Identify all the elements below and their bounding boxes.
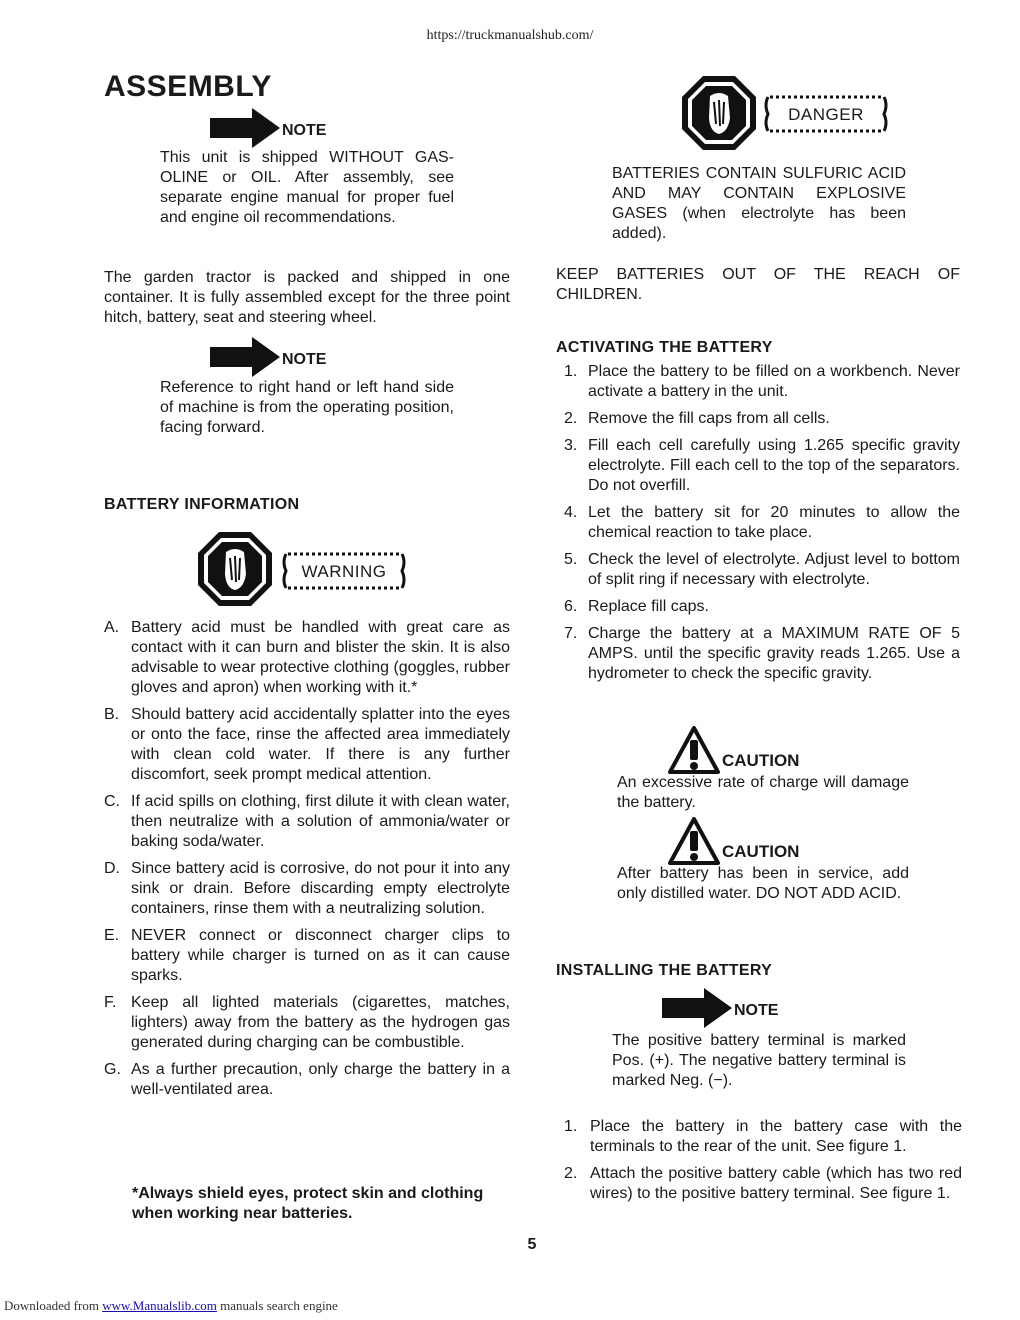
- warning-badge: [280, 550, 408, 592]
- footer-suffix: manuals search engine: [220, 1298, 338, 1313]
- caution-label: CAUTION: [722, 751, 800, 770]
- manualslib-link[interactable]: www.Manualslib.com: [102, 1298, 217, 1313]
- note-label: NOTE: [282, 121, 327, 139]
- list-item: G. As a further precaution, only charge the battery in a well-ventilated area.: [104, 1061, 510, 1098]
- arrow-right-icon: [662, 988, 732, 1033]
- battery-information-heading: BATTERY INFORMATION: [104, 496, 300, 513]
- list-item: 2. Attach the positive battery cable (which has two red wires) to the positive battery terminal. See figure 1.: [564, 1165, 962, 1202]
- list-item: 2. Remove the fill caps from all cells.: [564, 410, 830, 427]
- caution-header-2: [668, 817, 799, 870]
- footer: [4, 1298, 338, 1314]
- note-header-3: [662, 988, 778, 1033]
- page-number: 5: [527, 1236, 537, 1253]
- battery-safety-list: [104, 618, 510, 1107]
- danger-badge: [762, 93, 890, 135]
- caution-label: CAUTION: [722, 842, 800, 861]
- caution-text-2: After battery has been in service, add only distilled water. DO NOT ADD ACID.: [617, 865, 909, 902]
- activating-steps-list: [564, 362, 960, 691]
- list-item: 5. Check the level of electrolyte. Adjust level to bottom of split ring if necessary with electrolyte.: [564, 551, 960, 588]
- caution-header-1: [668, 726, 799, 779]
- danger-hand-icon: [680, 74, 758, 157]
- page-title: ASSEMBLY: [104, 70, 272, 103]
- danger-label: DANGER: [788, 105, 864, 124]
- caution-text-1: An excessive rate of charge will damage the battery.: [617, 774, 909, 811]
- list-item: D. Since battery acid is corrosive, do not pour it into any sink or drain. Before discarding empty electrolyte containers, rinse them with a neutralizing solution.: [104, 860, 510, 917]
- note-label: NOTE: [282, 350, 327, 368]
- activating-heading: ACTIVATING THE BATTERY: [556, 339, 773, 356]
- danger-text: BATTERIES CONTAIN SULFURIC ACID AND MAY CONTAIN EXPLOSIVE GASES (when electrolyte has been added).: [612, 165, 906, 242]
- installing-steps-list: [564, 1117, 962, 1211]
- caution-triangle-icon: [668, 726, 720, 779]
- footer-prefix: Downloaded from: [4, 1298, 99, 1313]
- list-item: F. Keep all lighted materials (cigarettes, matches, lighters) away from the battery as the hydrogen gas generated during charging can be combustible.: [104, 994, 510, 1051]
- note-label: NOTE: [734, 1001, 779, 1019]
- list-item: 4. Let the battery sit for 20 minutes to allow the chemical reaction to take place.: [564, 504, 960, 541]
- list-item: 3. Fill each cell carefully using 1.265 specific gravity electrolyte. Fill each cell to the top of the separators. Do not overfill.: [564, 437, 960, 494]
- list-item: B. Should battery acid accidentally splatter into the eyes or onto the face, rinse the affected area immediately with clean cold water. If there is any further discomfort, seek prompt medical attention.: [104, 706, 510, 783]
- footnote: *Always shield eyes, protect skin and clothing when working near batteries.: [132, 1185, 484, 1222]
- arrow-right-icon: [210, 337, 280, 382]
- list-item: E. NEVER connect or disconnect charger clips to battery while charger is turned on as it can cause sparks.: [104, 927, 510, 984]
- list-item: 6. Replace fill caps.: [564, 598, 709, 615]
- note-text-1: This unit is shipped WITHOUT GASOLINE or OIL. After assembly, see separate engine manual for proper fuel and engine oil recommendations.: [160, 149, 454, 226]
- arrow-right-icon: [210, 108, 280, 153]
- note-text-2: Reference to right hand or left hand side of machine is from the operating position, facing forward.: [160, 379, 454, 436]
- list-item: 1. Place the battery to be filled on a workbench. Never activate a battery in the unit.: [564, 363, 960, 400]
- intro-text: The garden tractor is packed and shipped in one container. It is fully assembled except for the three point hitch, battery, seat and steering wheel.: [104, 269, 510, 326]
- warning-hand-icon: [196, 530, 274, 613]
- note-header-2: [210, 337, 326, 382]
- keep-away-text: KEEP BATTERIES OUT OF THE REACH OF CHILDREN.: [556, 266, 960, 303]
- note-header-1: [210, 108, 326, 153]
- header-url: https://truckmanualshub.com/: [426, 28, 594, 43]
- caution-triangle-icon: [668, 817, 720, 870]
- list-item: C. If acid spills on clothing, first dilute it with clean water, then neutralize with a solution of ammonia/water or baking soda/water.: [104, 793, 510, 850]
- list-item: 1. Place the battery in the battery case with the terminals to the rear of the unit. See figure 1.: [564, 1118, 962, 1155]
- note-text-3: The positive battery terminal is marked Pos. (+). The negative battery terminal is marked Neg. (−).: [612, 1032, 906, 1089]
- warning-label: WARNING: [301, 562, 387, 581]
- list-item: A. Battery acid must be handled with great care as contact with it can burn and blister the skin. It is also advisable to wear protective clothing (goggles, rubber gloves and apron) when working with it.*: [104, 619, 510, 696]
- installing-heading: INSTALLING THE BATTERY: [556, 962, 773, 979]
- list-item: 7. Charge the battery at a MAXIMUM RATE OF 5 AMPS. until the specific gravity reads 1.265. Use a hydrometer to check the specific gravity.: [564, 625, 960, 682]
